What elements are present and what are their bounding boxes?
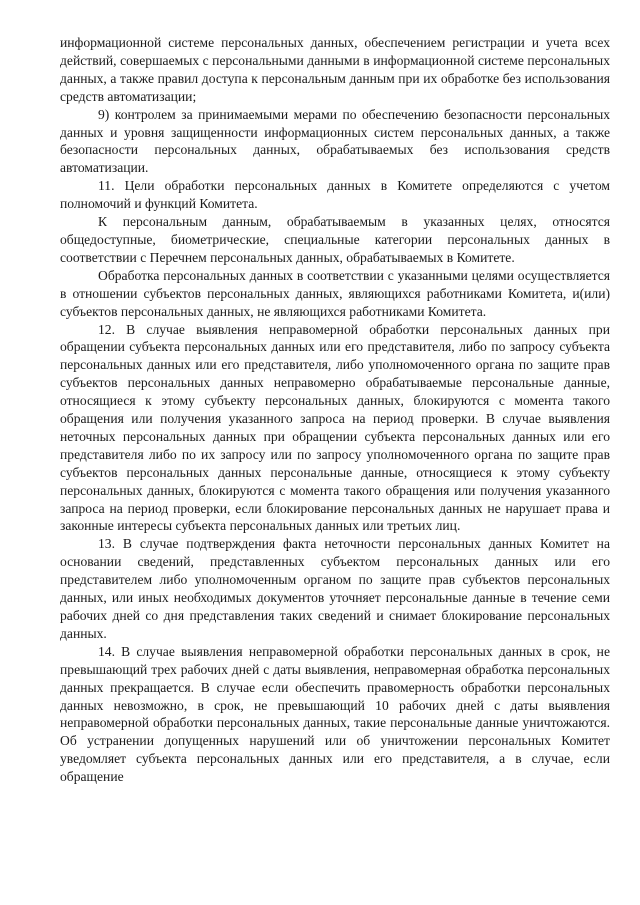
paragraph-clause-11: 11. Цели обработки персональных данных в Комитете определяются с учетом полномочий и функций Комитета. (60, 178, 610, 212)
document-page (60, 34, 610, 786)
paragraph-data-categories: К персональным данным, обрабатываемым в указанных целях, относятся общедоступные, биометрические, специальные категории персональных данных в соответствии с Перечнем персональных данных, обрабатываемых в Комитете. (60, 214, 610, 265)
paragraph-processing-subjects: Обработка персональных данных в соответствии с указанными целями осуществляется в отношении субъектов персональных данных, являющихся работниками Комитета, и(или) субъектов персональных данных, не являющихся работниками Комитета. (60, 267, 610, 319)
paragraph-clause-13: 13. В случае подтверждения факта неточности персональных данных Комитет на основании сведений, представленных субъектом персональных данных или его представителем либо уполномоченным органом по защите прав субъектов персональных данных, или иных необходимых документов уточняет персональные данные в течение семи рабочих дней со дня представления таких сведений и снимает блокирование персональных данных. (60, 536, 610, 641)
paragraph-item-9: 9) контролем за принимаемыми мерами по обеспечению безопасности персональных данных и уровня защищенности информационных систем персональных данных, а также безопасности персональных данных, обрабатываемых без использования средств автоматизации. (60, 106, 610, 176)
paragraph-clause-12: 12. В случае выявления неправомерной обработки персональных данных при обращении субъекта персональных данных или его представителя, либо по запросу субъекта персональных данных или его представителя, либо уполномоченного органа по защите прав субъектов персональных данных неправомерно обрабатываемые персональные данные, относящиеся к этому субъекту персональных данных, блокируются с момента такого обращения или получения указанного запроса на период проверки. В случае выявления неточных персональных данных при обращении субъекта персональных данных или его представителя либо по их запросу или по запросу уполномоченного органа по защите прав субъектов персональных данных персональные данные, относящиеся к этому субъекту персональных данных, блокируются с момента такого обращения или получения указанного запроса на период проверки, если блокирование персональных данных не нарушает права и законные интересы субъекта персональных данных или третьих лиц. (60, 321, 610, 534)
paragraph-clause-14: 14. В случае выявления неправомерной обработки персональных данных в срок, не превышающий трех рабочих дней с даты выявления, неправомерная обработка персональных данных прекращается. В случае если обеспечить правомерность обработки персональных данных невозможно, в срок, не превышающий 10 рабочих дней с даты выявления неправомерной обработки персональных данных, такие персональные данные уничтожаются. Об устранении допущенных нарушений или об уничтожении персональных Комитет уведомляет субъекта персональных данных или его представителя, а в случае, если обращение (60, 643, 610, 785)
paragraph-continuation: информационной системе персональных данных, обеспечением регистрации и учета всех действий, совершаемых с персональными данными в информационной системе персональных данных, а также правил доступа к персональным данным при их обработке без использования средств автоматизации; (60, 35, 610, 104)
